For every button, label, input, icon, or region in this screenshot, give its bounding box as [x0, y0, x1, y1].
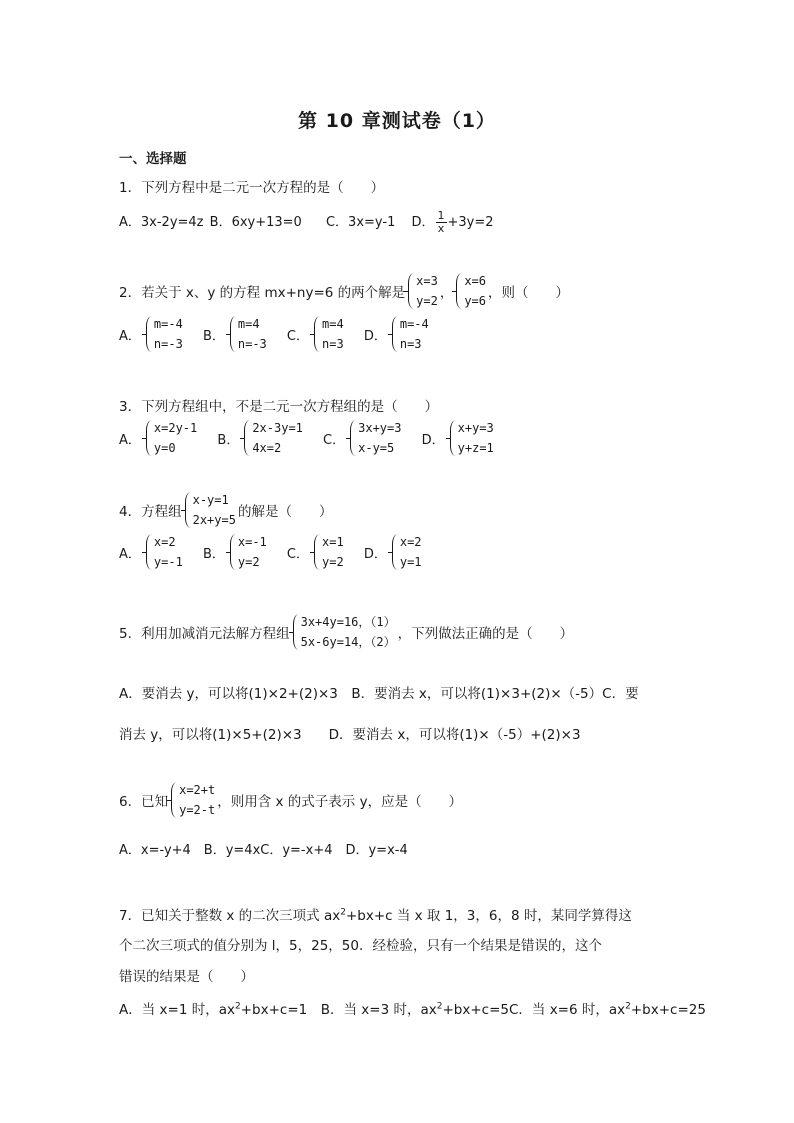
option-label: C．	[323, 432, 346, 448]
q2-stem-post: ，则（ ）	[488, 285, 570, 301]
option-system	[145, 314, 183, 354]
question-6-options: A．x=-y+4 B．y=4xC．y=-x+4 D．y=x-4	[119, 843, 408, 858]
q2-option-a	[119, 314, 185, 354]
q6-system	[170, 780, 215, 820]
question-6-stem	[119, 780, 462, 820]
q1-option-c: C．3x=y-1	[325, 215, 396, 230]
q7-text: +bx+c 当 x 取 1，3，6，8 时，某同学算得这	[345, 908, 632, 924]
option-system	[243, 418, 303, 458]
q6-stem-post: ，则用含 x 的式子表示 y，应是（ ）	[217, 794, 463, 810]
system-row: x=2y-1	[153, 421, 198, 435]
q5-options-line-2: 消去 y，可以将(1)×5+(2)×3 D．要消去 x，可以将(1)×（-5）+(2)×3	[119, 727, 581, 743]
question-7-line-4	[119, 998, 706, 1018]
system-row: x=3	[416, 274, 438, 288]
option-system	[449, 418, 494, 458]
option-label: B．	[217, 432, 240, 448]
question-4-stem	[119, 490, 332, 530]
q7-option-b: +bx+c=1 B．当 x=3 时，ax	[240, 1002, 437, 1018]
q1-option-a: A．3x-2y=4z	[119, 215, 204, 230]
page-title: 第 10 章测试卷（1）	[298, 110, 496, 132]
q7-text: 7．已知关于整数 x 的二次三项式 ax	[119, 908, 341, 924]
option-system	[229, 532, 267, 572]
option-label: D．	[363, 546, 387, 562]
q3-option-d	[422, 418, 496, 458]
superscript: 2	[625, 1001, 631, 1012]
option-label: A．	[119, 432, 141, 448]
fraction-numerator: 1	[437, 209, 445, 222]
option-system	[349, 418, 401, 458]
option-label: A．	[119, 546, 141, 562]
system-row: m=-4	[399, 317, 429, 331]
question-5-stem	[119, 612, 573, 652]
q7-option-a: A．当 x=1 时，ax	[119, 1002, 235, 1018]
question-3-options	[119, 418, 510, 458]
q1-option-d-rest: +3y=2	[447, 215, 494, 230]
q5-system	[292, 612, 396, 652]
option-label: B．	[202, 546, 225, 562]
question-1-stem: 1．下列方程中是二元一次方程的是（ ）	[119, 180, 385, 196]
q2-option-d	[364, 314, 431, 354]
system-row: 3x+y=3	[358, 421, 402, 435]
system-row: x=2+t	[179, 783, 216, 797]
option-system	[145, 418, 197, 458]
q4-stem-pre: 4．方程组	[119, 504, 182, 520]
q4-stem-post: 的解是（ ）	[237, 504, 333, 520]
system-row: n=-3	[153, 337, 183, 351]
system-row: y=2	[237, 555, 260, 569]
q4-system	[184, 490, 236, 530]
system-row: m=-4	[153, 317, 183, 331]
q3-option-c	[323, 418, 403, 458]
option-label: B．	[202, 328, 225, 344]
system-row: y=-1	[153, 555, 183, 569]
system-row: y=6	[464, 294, 487, 308]
q7-option-c: +bx+c=5C．当 x=6 时，ax	[442, 1002, 626, 1018]
system-row: x=2	[153, 535, 176, 549]
q7-option-c-value: +bx+c=25	[630, 1002, 706, 1018]
system-row: y=1	[399, 555, 422, 569]
system-row: y=2	[416, 294, 438, 308]
system-row: x+y=3	[457, 421, 494, 435]
option-label: D．	[421, 432, 445, 448]
option-system	[313, 314, 344, 354]
system-row: 4x=2	[252, 441, 282, 455]
question-2-options	[119, 314, 445, 354]
question-7-line-1	[119, 904, 632, 924]
question-4-options	[119, 532, 438, 572]
system-row: n=3	[322, 337, 344, 351]
option-label: D．	[363, 328, 387, 344]
system-row: 3x+4y=16，（1）	[300, 615, 396, 629]
system-row: m=4	[237, 317, 260, 331]
q1-option-d-fraction	[436, 210, 447, 235]
q4-option-a	[119, 532, 185, 572]
system-row: 2x-3y=1	[252, 421, 303, 435]
option-system	[313, 532, 344, 572]
q3-option-a	[119, 418, 199, 458]
question-7-line-3: 错误的结果是（ ）	[119, 969, 254, 985]
superscript: 2	[340, 907, 346, 918]
question-7-line-2: 个二次三项式的值分别为 l，5，25，50．经检验，只有一个结果是错误的，这个	[119, 938, 602, 954]
q2-stem-pre: 2．若关于 x、y 的方程 mx+ny=6 的两个解是	[119, 285, 406, 301]
option-system	[391, 314, 429, 354]
system-row: y+z=1	[457, 441, 494, 455]
q6-stem-pre: 6．已知	[119, 794, 169, 810]
option-system	[391, 532, 422, 572]
q4-option-c	[287, 532, 346, 572]
q5-options-line-1: A．要消去 y，可以将(1)×2+(2)×3 B．要消去 x，可以将(1)×3+(2)×（-5）C．要	[119, 686, 639, 702]
q4-option-d	[364, 532, 424, 572]
system-row: 2x+y=5	[192, 513, 236, 527]
option-system	[145, 532, 183, 572]
section-heading: 一、选择题	[119, 151, 187, 167]
system-row: m=4	[322, 317, 344, 331]
superscript: 2	[234, 1001, 241, 1012]
q1-option-b: B．6xy+13=0	[209, 215, 302, 230]
q5-stem-pre: 5．利用加减消元法解方程组	[119, 626, 290, 642]
q2-option-b	[203, 314, 269, 354]
question-1-options	[119, 210, 494, 235]
system-row: x-y=5	[358, 441, 395, 455]
system-row: y=2	[322, 555, 344, 569]
question-3-stem: 3．下列方程组中，不是二元一次方程组的是（ ）	[119, 399, 439, 415]
fraction-denominator: x	[437, 222, 445, 235]
q5-stem-post: ，下列做法正确的是（ ）	[397, 626, 574, 642]
option-label: C．	[286, 328, 309, 344]
system-row: n=-3	[237, 337, 267, 351]
q4-option-b	[203, 532, 269, 572]
system-row: x=2	[399, 535, 422, 549]
q2-system-1	[407, 271, 438, 311]
q3-option-b	[217, 418, 305, 458]
option-label: C．	[286, 546, 309, 562]
q2-separator: ，	[439, 285, 454, 301]
q2-option-c	[287, 314, 346, 354]
system-row: x=6	[464, 274, 487, 288]
system-row: 5x-6y=14，（2）	[300, 635, 396, 649]
option-system	[229, 314, 267, 354]
q2-system-2	[455, 271, 486, 311]
system-row: x-y=1	[192, 493, 229, 507]
superscript: 2	[436, 1001, 443, 1012]
system-row: y=0	[153, 441, 176, 455]
q1-option-d-label: D．	[411, 215, 435, 230]
system-row: x=1	[322, 535, 344, 549]
system-row: y=2-t	[179, 803, 216, 817]
option-label: A．	[119, 328, 141, 344]
system-row: x=-1	[237, 535, 267, 549]
system-row: n=3	[399, 337, 422, 351]
question-2-stem	[119, 271, 569, 311]
